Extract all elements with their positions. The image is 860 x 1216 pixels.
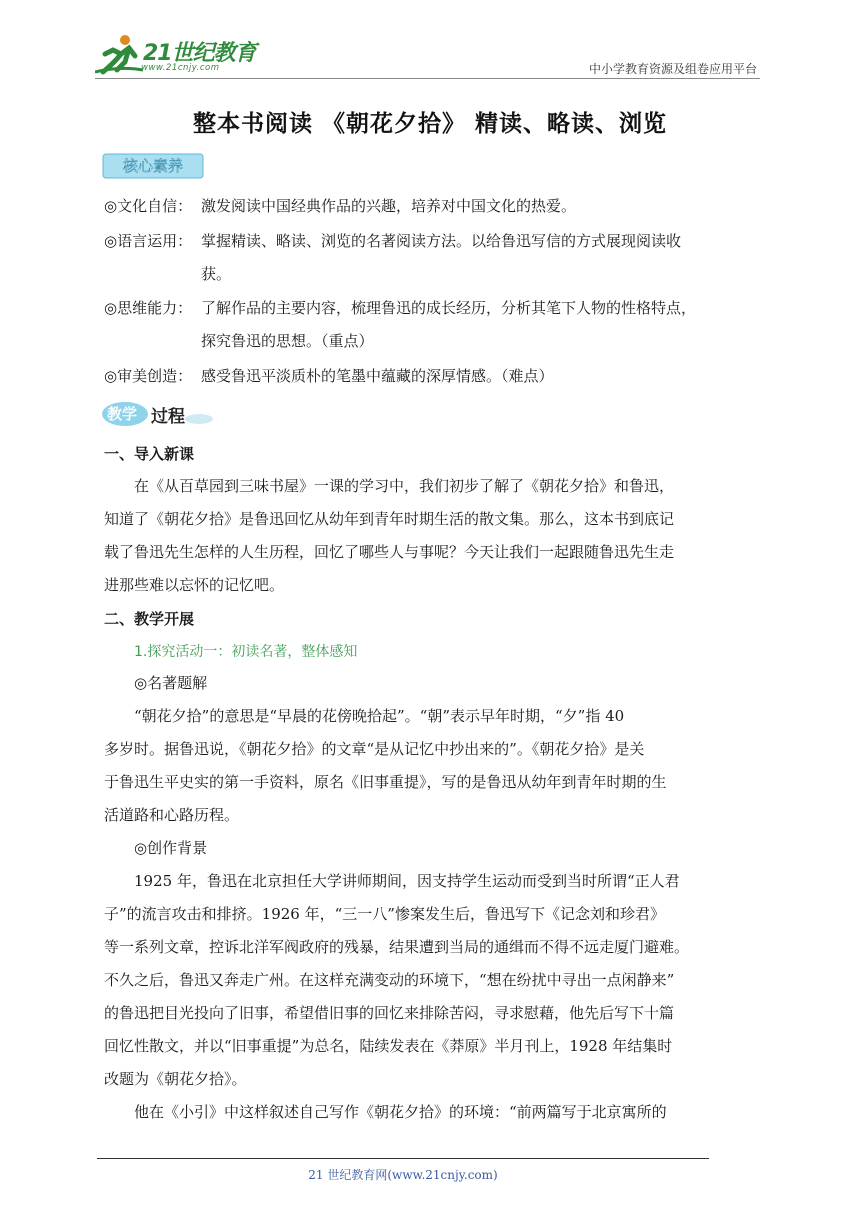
core-item-culture-text: 激发阅读中国经典作品的兴趣，培养对中国文化的热爱。 — [201, 197, 577, 215]
section-heading-teaching: 二、教学开展 — [104, 610, 195, 628]
core-item-thinking-text: 了解作品的主要内容，梳理鲁迅的成长经历，分析其笔下人物的性格特点， — [201, 299, 697, 317]
background-paragraph-line: 改题为《朝花夕拾》。 — [104, 1070, 247, 1088]
runner-icon — [95, 32, 145, 76]
background-paragraph-line: 子”的流言攻击和排挤。1926 年，“三一八”惨案发生后，鲁迅写下《记念刘和珍君》 — [104, 905, 665, 923]
background-paragraph-line: 回忆性散文，并以“旧事重提”为总名，陆续发表在《莽原》半月刊上，1928 年结集时 — [104, 1037, 673, 1055]
intro-paragraph-line: 进那些难以忘怀的记忆吧。 — [104, 576, 285, 594]
logo-text: 21世纪教育 — [143, 41, 256, 66]
footer-divider — [97, 1158, 709, 1159]
footer-link[interactable]: 21 世纪教育网(www.21cnjy.com) — [308, 1168, 498, 1182]
background-paragraph-line: 的鲁迅把目光投向了旧事，希望借旧事的回忆来排除苦闷，寻求慰藉，他先后写下十篇 — [104, 1004, 675, 1022]
intro-paragraph-line: 在《从百草园到三味书屋》一课的学习中，我们初步了解了《朝花夕拾》和鲁迅， — [134, 477, 675, 495]
intro-paragraph-line: 知道了《朝花夕拾》是鲁迅回忆从幼年到青年时期生活的散文集。那么，这本书到底记 — [104, 510, 675, 528]
subheading-title-meaning: ◎名著题解 — [134, 674, 208, 692]
teaching-process-badge — [101, 400, 221, 428]
page-title: 整本书阅读 《朝花夕拾》 精读、略读、浏览 — [192, 111, 667, 137]
core-item-language-text: 掌握精读、略读、浏览的名著阅读方法。以给鲁迅写信的方式展现阅读收 — [201, 232, 682, 250]
header-divider — [95, 78, 760, 79]
background-paragraph-line: 不久之后，鲁迅又奔走广州。在这样充满变动的环境下，“想在纷扰中寻出一点闲静来” — [104, 971, 675, 989]
background-paragraph-line: 1925 年，鲁迅在北京担任大学讲师期间，因支持学生运动而受到当时所谓“正人君 — [134, 872, 680, 890]
background-paragraph-line: 等一系列文章，控诉北洋军阀政府的残暴，结果遭到当局的通缉而不得不远走厦门避难。 — [104, 938, 690, 956]
core-item-aesthetic-text: 感受鲁迅平淡质朴的笔墨中蕴藏的深厚情感。（难点） — [201, 367, 554, 385]
meaning-paragraph-line: 于鲁迅生平史实的第一手资料，原名《旧事重提》，写的是鲁迅从幼年到青年时期的生 — [104, 773, 667, 791]
core-item-thinking-label: ◎思维能力： — [104, 299, 193, 317]
logo-url: www.21cnjy.com — [141, 63, 220, 73]
environment-paragraph-line: 他在《小引》中这样叙述自己写作《朝花夕拾》的环境：“前两篇写于北京寓所的 — [134, 1103, 667, 1121]
core-item-language-text-cont: 获。 — [201, 265, 232, 283]
meaning-paragraph-line: “朝花夕拾”的意思是“早晨的花傍晚拾起”。“朝”表示早年时期，“夕”指 40 — [134, 707, 625, 725]
intro-paragraph-line: 载了鲁迅先生怎样的人生历程，回忆了哪些人与事呢？今天让我们一起跟随鲁迅先生走 — [104, 543, 675, 561]
core-item-aesthetic-label: ◎审美创造： — [104, 367, 193, 385]
meaning-paragraph-line: 多岁时。据鲁迅说，《朝花夕拾》的文章“是从记忆中抄出来的”。《朝花夕拾》是关 — [104, 740, 645, 758]
platform-name: 中小学教育资源及组卷应用平台 — [588, 62, 757, 76]
process-badge-text-b: 过程 — [151, 407, 185, 427]
activity-heading: 1.探究活动一：初读名著，整体感知 — [134, 644, 358, 660]
subheading-background: ◎创作背景 — [134, 839, 208, 857]
core-item-language-label: ◎语言运用： — [104, 232, 193, 250]
core-item-culture-label: ◎文化自信： — [104, 197, 193, 215]
core-item-thinking-text-cont: 探究鲁迅的思想。（重点） — [201, 332, 374, 350]
core-badge-text: 核心素养 — [122, 157, 184, 175]
process-badge-text-a: 教学 — [107, 405, 138, 423]
core-literacy-badge — [101, 152, 205, 179]
section-heading-intro: 一、导入新课 — [104, 445, 195, 463]
meaning-paragraph-line: 活道路和心路历程。 — [104, 806, 240, 824]
site-logo — [95, 30, 260, 80]
